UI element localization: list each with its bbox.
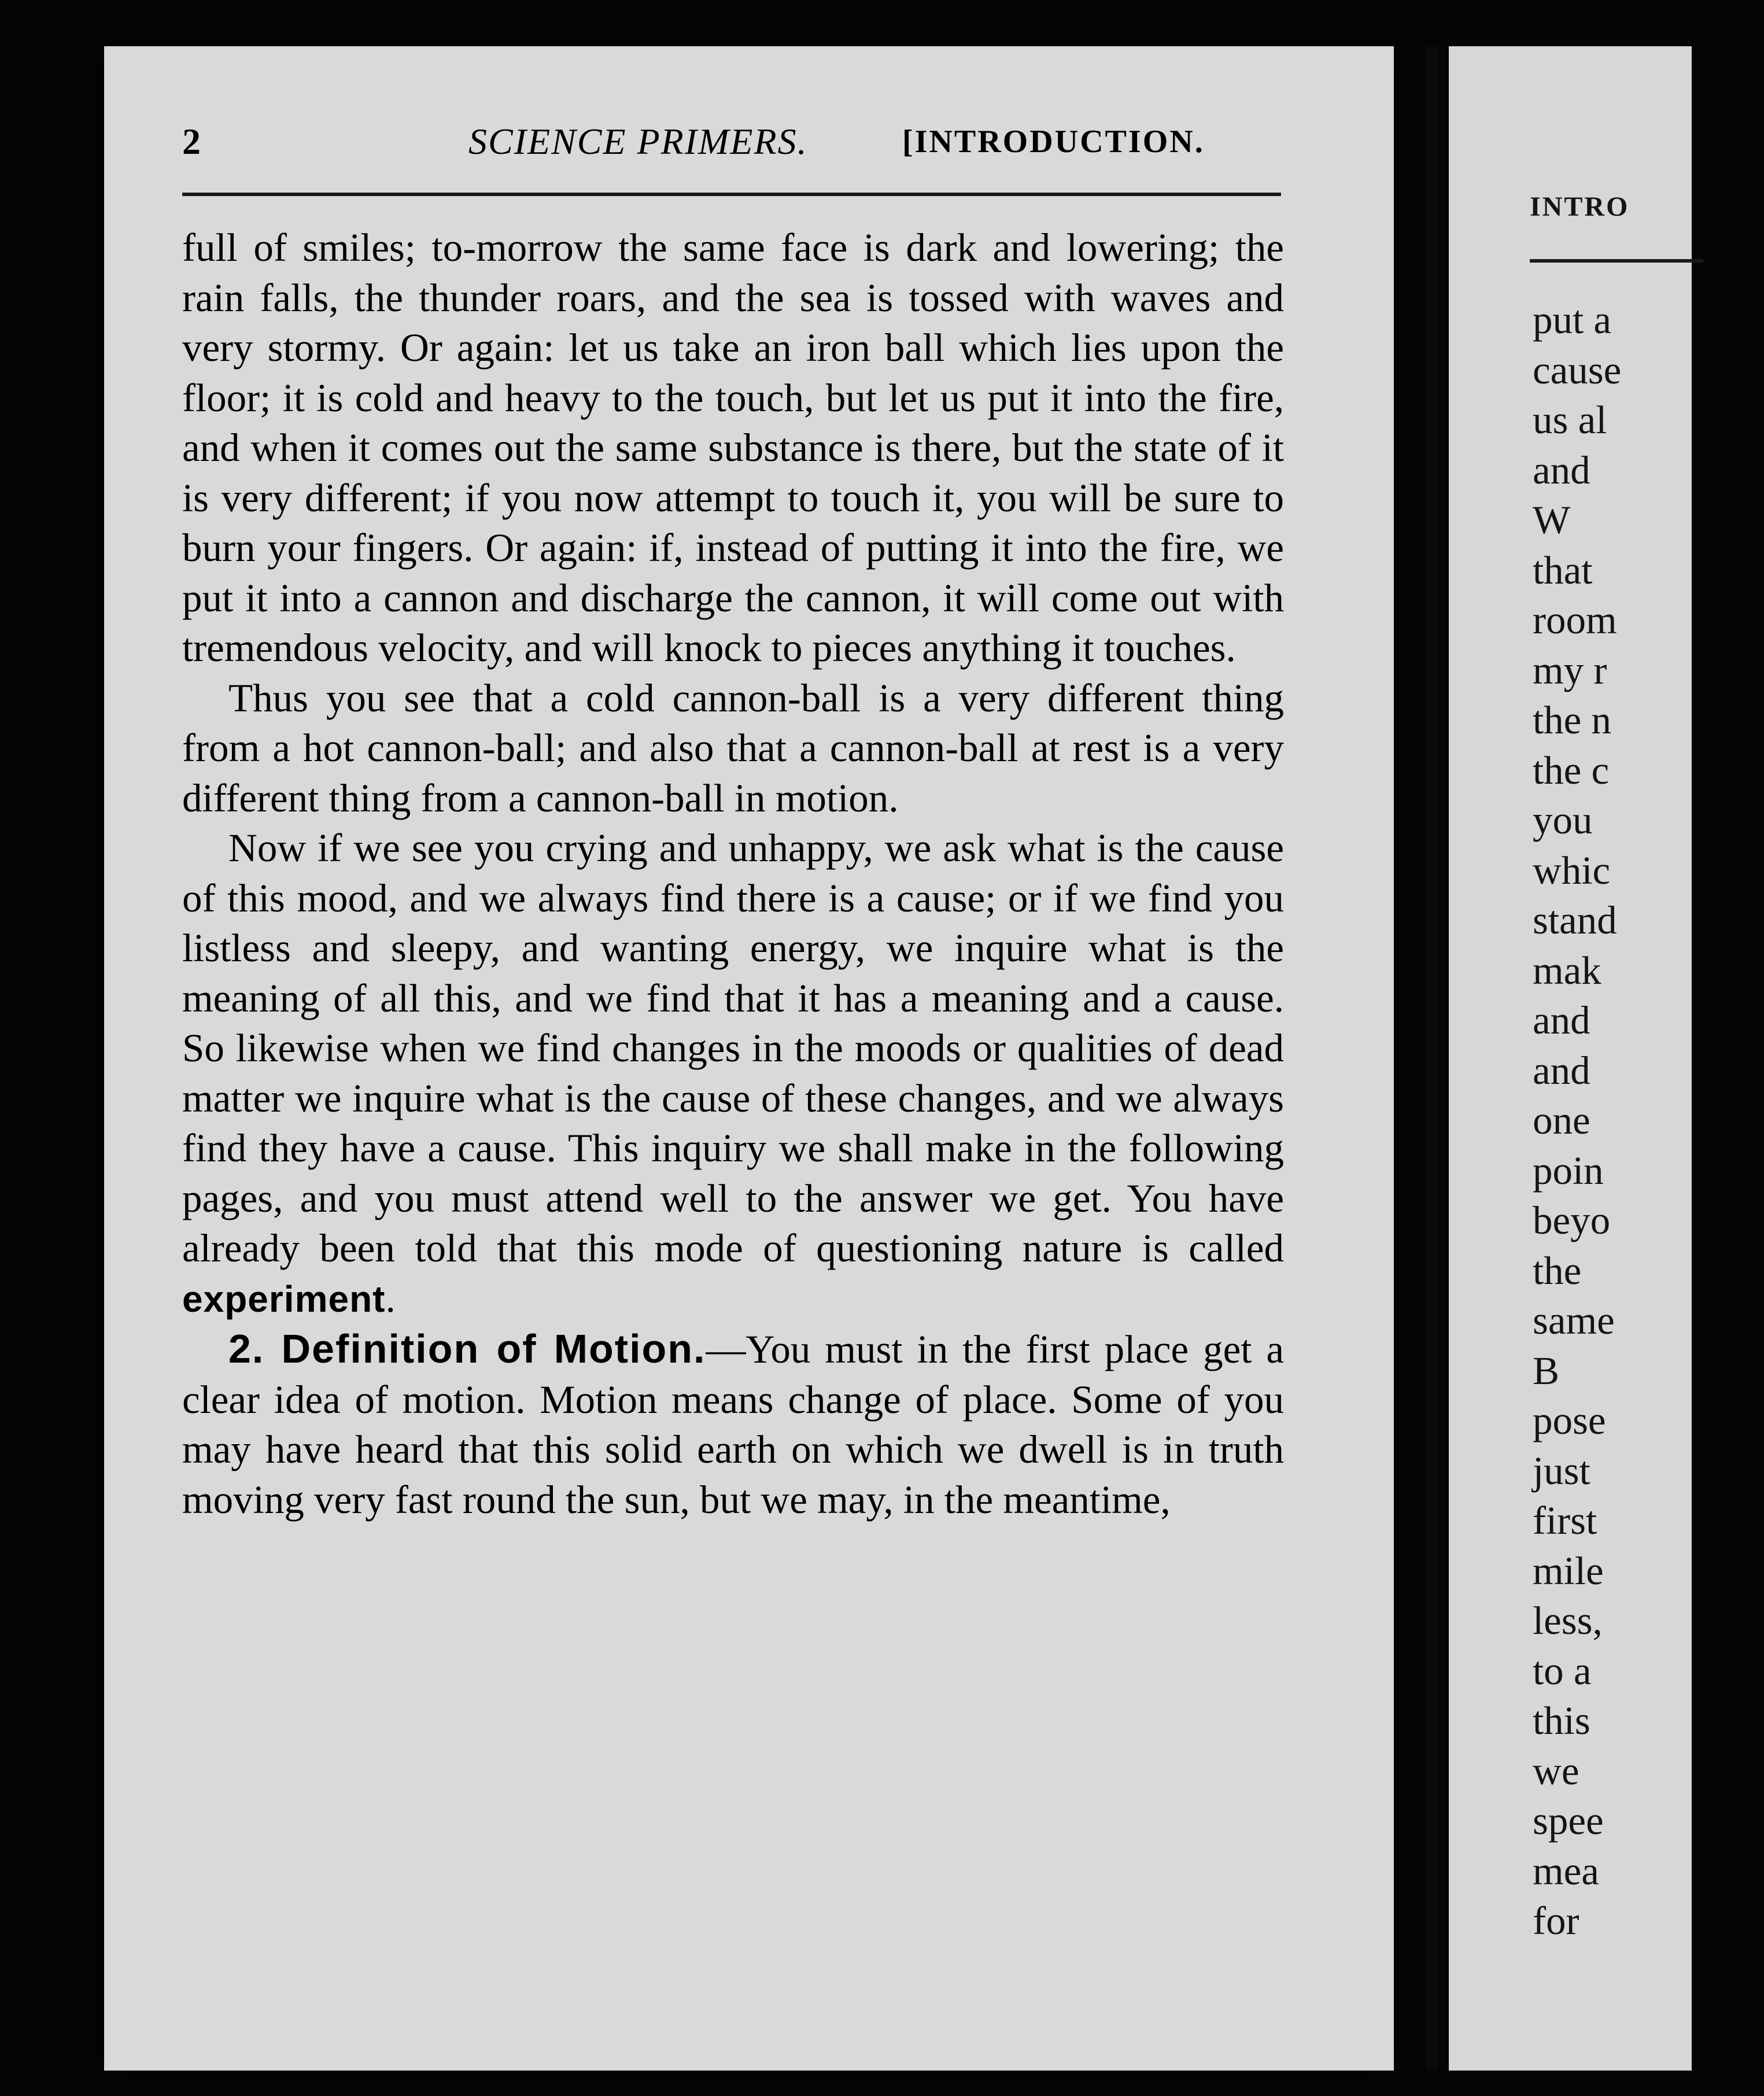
- facing-page-line: spee: [1533, 1799, 1604, 1843]
- term-experiment: experiment: [182, 1278, 386, 1320]
- facing-page-line: and: [1533, 998, 1590, 1042]
- facing-page-line: whic: [1533, 848, 1611, 892]
- facing-page-line: you: [1533, 798, 1593, 842]
- body-text: [182, 223, 1284, 1525]
- facing-page-line: the c: [1533, 748, 1610, 792]
- facing-page-line: mea: [1533, 1848, 1599, 1893]
- facing-page-line: W: [1533, 498, 1571, 542]
- facing-page-line: this: [1533, 1699, 1590, 1743]
- facing-page-line: mile: [1533, 1548, 1604, 1593]
- book-title: SCIENCE PRIMERS.: [468, 121, 808, 162]
- facing-page-line: just: [1533, 1448, 1590, 1493]
- paragraph-4-text: —You must in the first place get a clear idea of motion. Motion means change of place. Some of you may have heard that this solid earth on which we dwell is in truth moving very fast round the sun, but we may, in the meantime,: [182, 1327, 1284, 1522]
- section-heading: 2. Definition of Motion.: [228, 1326, 706, 1371]
- facing-page-line: poin: [1533, 1148, 1604, 1193]
- facing-page-line: we: [1533, 1748, 1580, 1793]
- facing-page-line: that: [1533, 548, 1593, 592]
- facing-page-line: first: [1533, 1499, 1597, 1543]
- facing-page-line: and: [1533, 1048, 1590, 1093]
- facing-page-line: beyo: [1533, 1198, 1611, 1242]
- paragraph-3: [182, 823, 1284, 1324]
- facing-page-line: the: [1533, 1248, 1582, 1293]
- facing-page: [1449, 46, 1692, 2071]
- facing-page-line: for: [1533, 1899, 1580, 1943]
- page-gutter: [1426, 46, 1438, 2071]
- facing-page-line: same: [1533, 1298, 1615, 1342]
- facing-page-line: to a: [1533, 1648, 1592, 1693]
- facing-page-line: the n: [1533, 698, 1612, 742]
- facing-page-line: stand: [1533, 898, 1617, 942]
- section-title: [INTRODUCTION.: [902, 124, 1205, 160]
- running-head: [182, 116, 1287, 168]
- paragraph-2: Thus you see that a cold cannon-ball is a very different thing from a hot cannon-ball; and also that a cannon-ball at rest is a very different thing from a cannon-ball in motion.: [182, 676, 1284, 820]
- header-rule: [182, 193, 1281, 196]
- paragraph-3-end: .: [385, 1276, 396, 1320]
- page-number: 2: [182, 121, 201, 162]
- paragraph-4: [182, 1324, 1284, 1525]
- facing-page-line: cause: [1533, 348, 1622, 392]
- facing-page-line: mak: [1533, 948, 1601, 992]
- facing-page-line: room: [1533, 598, 1617, 642]
- facing-page-line: one: [1533, 1098, 1590, 1142]
- facing-page-lines: [1533, 295, 1764, 1946]
- facing-page-line: pose: [1533, 1398, 1606, 1442]
- paragraph-1: full of smiles; to-morrow the same face is dark and lowering; the rain falls, the thunder roars, and the sea is tossed with waves and very stormy. Or again: let us take an iron ball which lies upon the floor; it is cold and heavy to the touch, but let us put it into the fire, and when it comes out the same substance is there, but the state of it is very different; if you now attempt to touch it, you will be sure to burn your fingers. Or again: if, instead of putting it into the fire, we put it into a cannon and discharge the cannon, it will come out with tremendous velocity, and will knock to pieces anything it touches.: [182, 226, 1284, 670]
- facing-page-line: less,: [1533, 1599, 1603, 1643]
- facing-page-line: us al: [1533, 398, 1607, 442]
- facing-page-line: put a: [1533, 298, 1612, 342]
- facing-page-line: my r: [1533, 648, 1607, 692]
- paragraph-3-text: Now if we see you crying and unhappy, we ask what is the cause of this mood, and we always find there is a cause; or if we find you listless and sleepy, and wanting energy, we inquire what is the meaning of all this, and we find that it has a meaning and a cause. So likewise when we find changes in the moods or qualities of dead matter we inquire what is the cause of these changes, and we always find they have a cause. This inquiry we shall make in the following pages, and you must attend well to the answer we get. You have already been told that this mode of questioning nature is called: [182, 826, 1284, 1270]
- facing-page-line: and: [1533, 448, 1590, 492]
- facing-page-header: INTRO: [1530, 191, 1630, 222]
- facing-page-rule: [1530, 259, 1703, 263]
- facing-page-line: B: [1533, 1348, 1560, 1393]
